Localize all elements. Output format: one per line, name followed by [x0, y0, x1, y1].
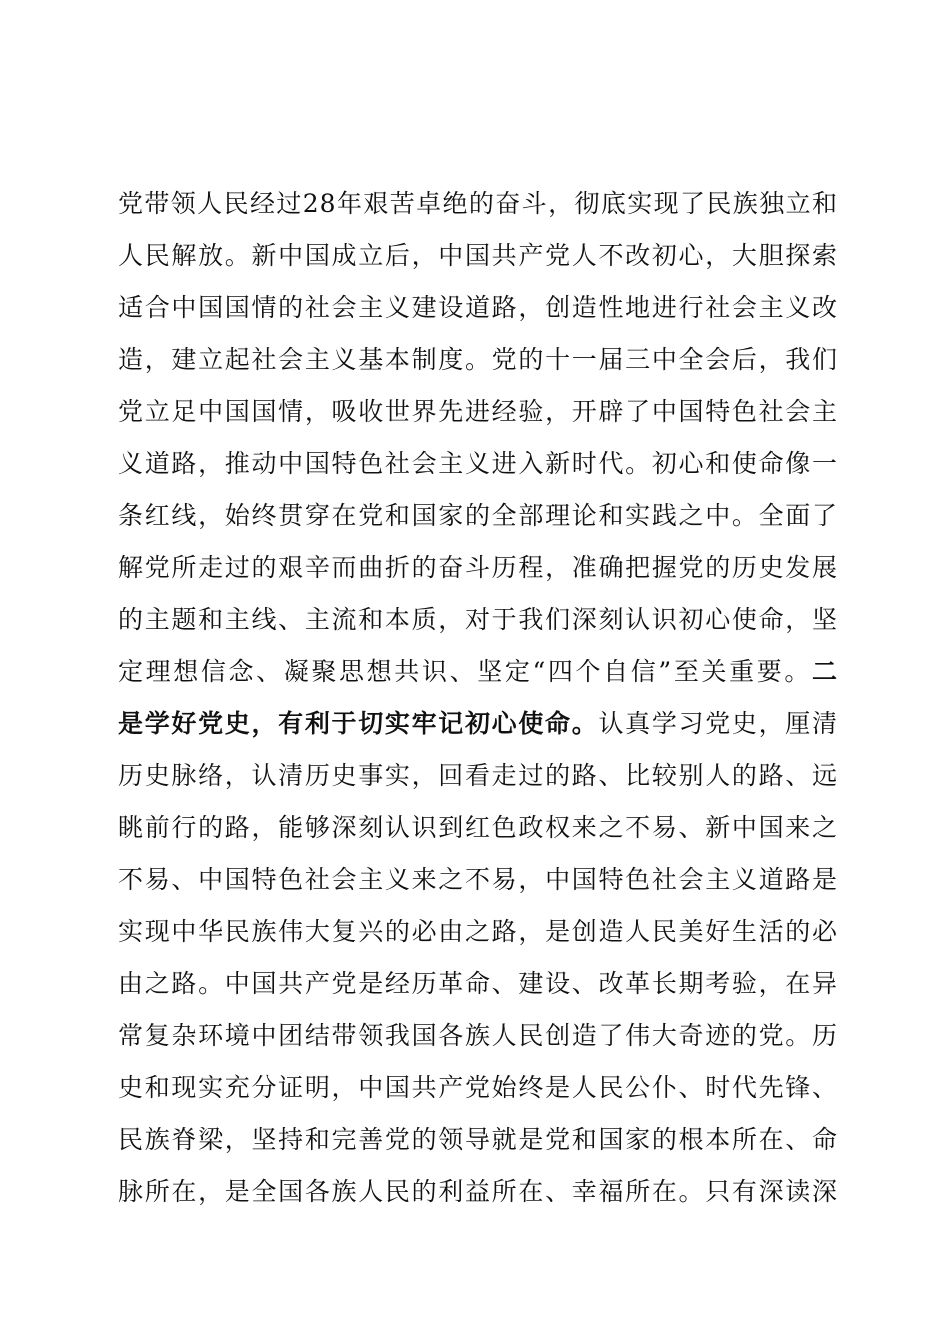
text-segment: 条红线，始终贯穿在党和国家的全部理论和实践之中。全面了	[118, 501, 838, 530]
text-line	[118, 386, 838, 438]
text-segment: 解党所走过的艰辛而曲折的奋斗历程，准确把握党的历史发展	[118, 553, 838, 582]
text-line	[118, 178, 838, 230]
text-segment: 常复杂环境中团结带领我国各族人民创造了伟大奇迹的党。历	[118, 1021, 838, 1050]
text-segment: 人民解放。新中国成立后，中国共产党人不改初心，大胆探索	[118, 241, 838, 270]
text-line	[118, 542, 838, 594]
text-segment: 的主题和主线、主流和本质，对于我们深刻认识初心使命，坚	[118, 605, 838, 634]
text-line	[118, 282, 838, 334]
text-segment: 眺前行的路，能够深刻认识到红色政权来之不易、新中国来之	[118, 813, 838, 842]
text-line	[118, 490, 838, 542]
body-text	[118, 178, 838, 1218]
bold-text-segment: 是学好党史，有利于切实牢记初心使命。	[118, 709, 599, 738]
text-segment: 义道路，推动中国特色社会主义进入新时代。初心和使命像一	[118, 449, 838, 478]
text-segment: 不易、中国特色社会主义来之不易，中国特色社会主义道路是	[118, 865, 838, 894]
text-line	[118, 1062, 838, 1114]
text-line	[118, 438, 838, 490]
text-segment: 认真学习党史，厘清	[598, 709, 838, 738]
text-line	[118, 594, 838, 646]
text-segment: 定理想信念、凝聚思想共识、坚定“四个自信”至关重要。	[118, 657, 812, 686]
bold-text-segment: 二	[811, 657, 838, 686]
text-line	[118, 334, 838, 386]
text-segment: 党立足中国国情，吸收世界先进经验，开辟了中国特色社会主	[118, 397, 838, 426]
text-line	[118, 646, 838, 698]
text-segment: 历史脉络，认清历史事实，回看走过的路、比较别人的路、远	[118, 761, 838, 790]
text-line	[118, 230, 838, 282]
text-segment: 造，建立起社会主义基本制度。党的十一届三中全会后，我们	[118, 345, 838, 374]
text-line	[118, 1010, 838, 1062]
text-line	[118, 958, 838, 1010]
text-line	[118, 802, 838, 854]
text-line	[118, 1114, 838, 1166]
text-segment: 由之路。中国共产党是经历革命、建设、改革长期考验，在异	[118, 969, 838, 998]
text-line	[118, 854, 838, 906]
text-segment: 民族脊梁，坚持和完善党的领导就是党和国家的根本所在、命	[118, 1125, 838, 1154]
text-segment: 党带领人民经过28年艰苦卓绝的奋斗，彻底实现了民族独立和	[118, 189, 838, 218]
text-line	[118, 698, 838, 750]
text-segment: 适合中国国情的社会主义建设道路，创造性地进行社会主义改	[118, 293, 838, 322]
text-segment: 史和现实充分证明，中国共产党始终是人民公仆、时代先锋、	[118, 1073, 838, 1102]
text-line	[118, 906, 838, 958]
text-segment: 实现中华民族伟大复兴的必由之路，是创造人民美好生活的必	[118, 917, 838, 946]
text-segment: 脉所在，是全国各族人民的利益所在、幸福所在。只有深读深	[118, 1177, 838, 1206]
text-line	[118, 1166, 838, 1218]
text-line	[118, 750, 838, 802]
